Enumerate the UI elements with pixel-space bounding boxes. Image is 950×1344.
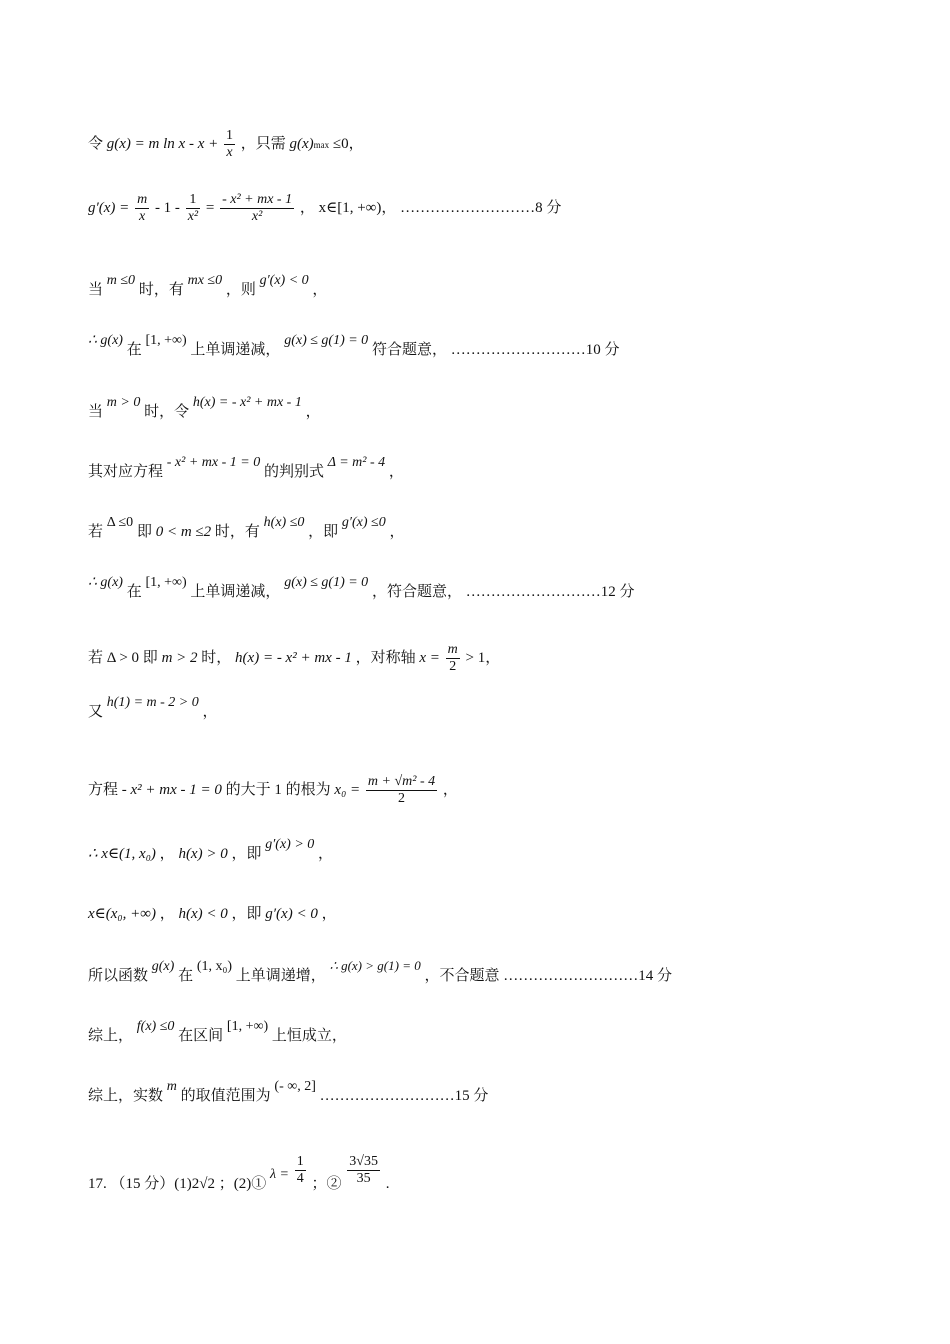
- fraction-numerator: m: [137, 192, 148, 207]
- math-expression: [1, +∞): [226, 1019, 269, 1034]
- text: 的大于 1 的根为: [225, 781, 331, 798]
- fraction-denominator: 4: [296, 1171, 304, 1186]
- fraction-denominator: 2: [449, 659, 457, 674]
- text: ，不合题意: [424, 968, 500, 984]
- math-expression: h(x) < 0: [178, 906, 228, 922]
- math-expression: (- ∞, 2]: [274, 1079, 316, 1094]
- math-expression: g′(x) =: [88, 199, 130, 216]
- math-expression: g′(x) ≤0: [341, 515, 386, 530]
- math-expression: g′(x) > 0: [265, 837, 315, 852]
- fraction-denominator: x²: [251, 209, 263, 224]
- answer-line-17: [88, 1154, 910, 1195]
- text: 在: [178, 968, 194, 984]
- fraction: [186, 192, 200, 225]
- math-expression: 2√2: [191, 1176, 215, 1192]
- math-expression: 0 < m ≤2: [155, 524, 212, 540]
- proof-line-11: [88, 774, 910, 807]
- fraction-numerator: m + √m² - 4: [367, 774, 436, 789]
- proof-line-4: [88, 333, 910, 361]
- math-expression: x₀ =: [334, 781, 361, 798]
- text: ，即: [231, 906, 262, 922]
- score-marker: ………………………8 分: [400, 199, 562, 216]
- text: 当: [88, 282, 104, 298]
- text: 综上，实数: [88, 1088, 164, 1104]
- fraction-denominator: 2: [398, 791, 406, 806]
- math-expression: h(x) ≤0: [263, 515, 305, 530]
- math-expression: m ≤0: [106, 273, 136, 288]
- text: 符合题意，: [371, 342, 447, 358]
- subscript: max: [313, 139, 330, 150]
- math-expression: g(x) ≤ g(1) = 0: [284, 575, 369, 590]
- fraction-numerator: 1: [186, 192, 200, 209]
- math-expression: mx ≤0: [187, 273, 223, 288]
- math-expression: Δ = m² - 4: [327, 455, 386, 470]
- math-expression: h(1) = m - 2 > 0: [106, 695, 199, 710]
- text: ，: [312, 282, 328, 298]
- fraction: [347, 1154, 380, 1187]
- proof-line-7: [88, 515, 910, 543]
- text: 在: [126, 584, 142, 600]
- fraction-numerator: 1: [225, 128, 233, 143]
- text: ，: [321, 906, 337, 922]
- math-expression: g′(x) < 0: [265, 906, 318, 922]
- math-expression: ∴ g(x) > g(1) = 0: [329, 958, 421, 973]
- text: ，: [442, 781, 458, 798]
- text: ，则: [225, 282, 256, 298]
- fraction-numerator: 3√35: [349, 1154, 378, 1169]
- fraction: [224, 128, 235, 161]
- text: 上单调递减，: [190, 342, 281, 358]
- math-expression: m: [166, 1079, 177, 1094]
- text: ，只需: [240, 135, 286, 152]
- text: 时，有: [138, 282, 184, 298]
- math-expression: m > 2: [161, 649, 198, 666]
- proof-line-5: [88, 395, 910, 423]
- proof-line-9: [88, 642, 910, 675]
- math-expression: m > 0: [106, 395, 141, 410]
- math-expression: - x² + mx - 1 = 0: [121, 781, 222, 798]
- math-expression: g(x) = m ln x - x +: [106, 135, 219, 152]
- math-expression: [1, +∞): [145, 333, 187, 348]
- text: 若: [88, 649, 104, 666]
- proof-line-13: [88, 904, 910, 924]
- proof-line-6: [88, 455, 910, 483]
- text: 令: [88, 135, 104, 152]
- math-expression: λ =: [269, 1167, 289, 1182]
- score-marker: ………………………15 分: [319, 1088, 489, 1104]
- text: 时，令: [144, 404, 190, 420]
- math-expression: ∴ g(x): [88, 575, 123, 590]
- math-expression: g(x): [151, 959, 175, 974]
- text: ，即: [308, 524, 339, 540]
- text: 的判别式: [263, 464, 324, 480]
- text: .: [385, 1176, 390, 1192]
- score-marker: ………………………10 分: [450, 342, 620, 358]
- proof-line-15: [88, 1019, 910, 1047]
- text: 其对应方程: [88, 464, 164, 480]
- fraction: [220, 192, 294, 225]
- text: 若: [88, 524, 104, 540]
- math-expression: [1, +∞): [145, 575, 187, 590]
- math-expression: x =: [419, 649, 440, 666]
- math-expression: (1, x₀): [196, 959, 233, 974]
- text: ；(2)①: [218, 1176, 267, 1192]
- text: 综上，: [88, 1028, 134, 1044]
- fraction-denominator: x: [226, 145, 233, 160]
- text: 在: [126, 342, 142, 358]
- fraction-denominator: 35: [356, 1171, 371, 1186]
- text: 当: [88, 404, 104, 420]
- math-expression: g(x) ≤ g(1) = 0: [284, 333, 369, 348]
- text: 又: [88, 704, 104, 720]
- text: ，: [388, 464, 404, 480]
- text: 时，有: [214, 524, 260, 540]
- fraction: [295, 1154, 306, 1187]
- text: 上单调递减，: [190, 584, 281, 600]
- proof-line-8: [88, 575, 910, 603]
- text: ，: [159, 846, 175, 862]
- math-expression: ∴ x∈(1, x₀): [88, 846, 156, 862]
- math-expression: h(x) > 0: [178, 846, 228, 862]
- math-expression: x∈(x₀, +∞): [88, 906, 156, 922]
- math-expression: Δ ≤0: [106, 515, 134, 530]
- proof-line-3: [88, 273, 910, 301]
- text: ；②: [311, 1176, 342, 1192]
- score-marker: ………………………12 分: [465, 584, 635, 600]
- text: 上恒成立，: [271, 1028, 347, 1044]
- text: ，: [318, 846, 334, 862]
- text: ，即: [231, 846, 262, 862]
- math-expression: g(x): [289, 135, 314, 152]
- text: ，: [389, 524, 405, 540]
- proof-line-14: [88, 958, 910, 987]
- math-expression: g′(x) < 0: [259, 273, 309, 288]
- proof-line-12: [88, 837, 910, 865]
- proof-line-1: [88, 128, 910, 161]
- proof-line-16: [88, 1079, 910, 1107]
- proof-line-10: [88, 695, 910, 723]
- question-number: 17. （15 分）(1): [88, 1176, 192, 1192]
- math-expression: Δ > 0: [106, 649, 140, 666]
- math-expression: - 1 -: [154, 199, 180, 216]
- text: 在区间: [178, 1028, 224, 1044]
- text: ，: [305, 404, 321, 420]
- text: 所以函数: [88, 968, 149, 984]
- math-expression: h(x) = - x² + mx - 1: [235, 649, 352, 666]
- math-expression: f(x) ≤0: [136, 1019, 175, 1034]
- fraction: [366, 774, 437, 807]
- text: 即: [136, 524, 152, 540]
- math-expression: h(x) = - x² + mx - 1: [192, 395, 302, 410]
- fraction-denominator: x²: [187, 209, 199, 224]
- text: 的取值范围为: [180, 1088, 271, 1104]
- text: ，: [202, 704, 218, 720]
- text: 方程: [88, 781, 119, 798]
- math-expression: =: [205, 199, 215, 216]
- text: ，符合题意，: [371, 584, 462, 600]
- fraction-numerator: m: [447, 642, 458, 657]
- math-expression: - x² + mx - 1 = 0: [166, 455, 261, 470]
- text: ，对称轴: [355, 649, 416, 666]
- math-expression: ， x∈[1, +∞)，: [299, 199, 397, 216]
- fraction-numerator: - x² + mx - 1: [222, 192, 293, 207]
- math-expression: ∴ g(x): [88, 333, 123, 348]
- proof-line-2: [88, 192, 910, 225]
- text: 上单调递增，: [235, 968, 326, 984]
- text: 时，: [201, 649, 232, 666]
- score-marker: ………………………14 分: [503, 968, 672, 984]
- fraction: [446, 642, 460, 675]
- math-expression: > 1，: [465, 649, 501, 666]
- fraction-denominator: x: [139, 209, 146, 224]
- math-expression: ≤0，: [332, 135, 364, 152]
- text: 即: [142, 649, 158, 666]
- text: ，: [159, 906, 175, 922]
- fraction: [135, 192, 149, 225]
- fraction-numerator: 1: [296, 1154, 304, 1169]
